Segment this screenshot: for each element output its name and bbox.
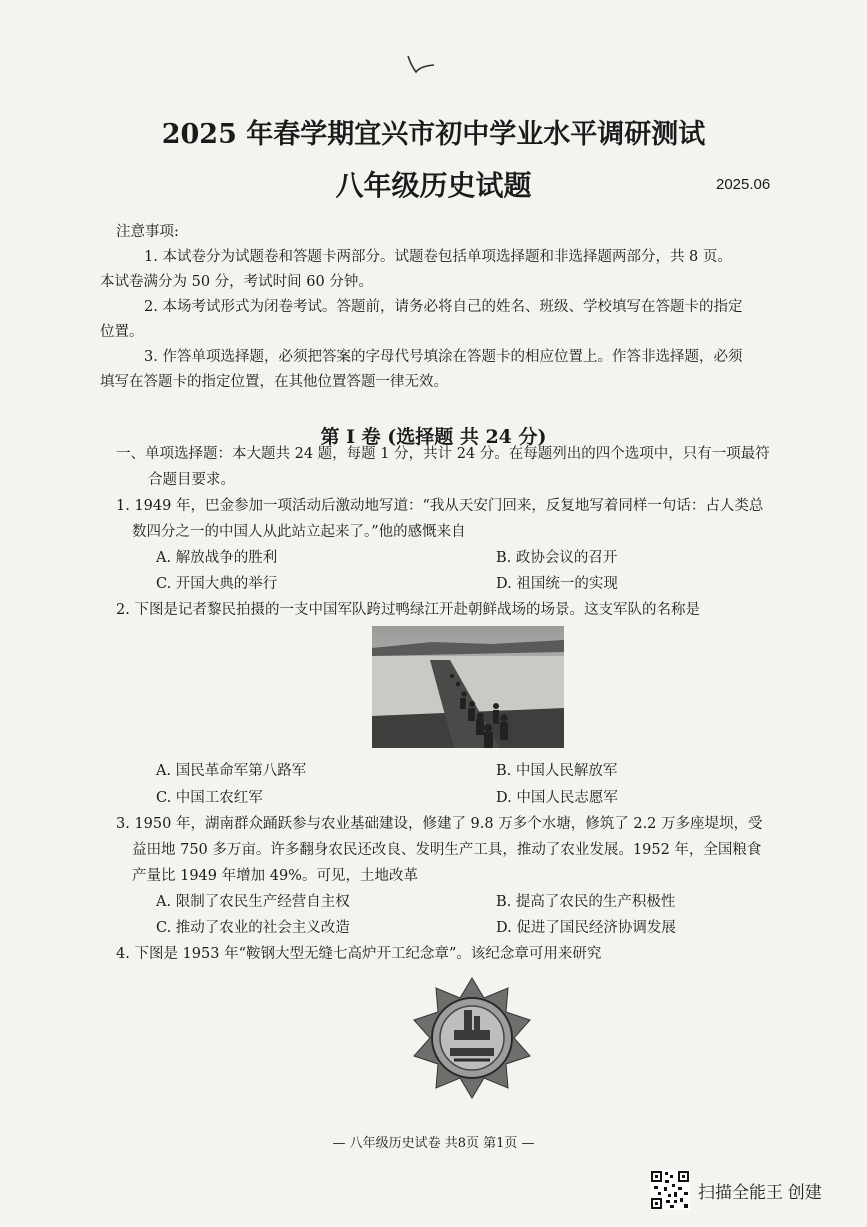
q2-option-c: C. 中国工农红军: [156, 790, 263, 806]
q3-stem-1: 3. 1950 年，湖南群众踊跃参与农业基础建设，修建了 9.8 万多个水塘，修筑了 2.2 万多座堤坝，受: [116, 816, 763, 832]
exam-subtitle: 八年级历史试题: [335, 169, 532, 202]
q1-stem-1: 1. 1949 年，巴金参加一项活动后激动地写道：“我从天安门回来，反复地写着同样一句话：占人类总: [116, 498, 764, 514]
army-crossing-photo: [372, 626, 564, 748]
scanner-watermark: 扫描全能王 创建: [698, 1183, 822, 1202]
q1-stem-2: 数四分之一的中国人从此站立起来了。”他的感慨来自: [132, 524, 466, 540]
q2-option-d: D. 中国人民志愿军: [496, 790, 618, 806]
q1-option-a: A. 解放战争的胜利: [156, 550, 278, 566]
note-1a: 1. 本试卷分为试题卷和答题卡两部分。试题卷包括单项选择题和非选择题两部分，共 8 页。: [144, 249, 732, 265]
section-title: 第 I 卷 (选择题 共 24 分): [320, 426, 547, 448]
note-3b: 填写在答题卡的指定位置，在其他位置答题一律无效。: [100, 374, 448, 390]
note-2a: 2. 本场考试形式为闭卷考试。答题前，请务必将自己的姓名、班级、学校填写在答题卡的指定: [144, 299, 743, 315]
section-instruction-a: 一、单项选择题：本大题共 24 题，每题 1 分，共计 24 分。在每题列出的四个选项中，只有一项最符: [116, 446, 770, 462]
q3-option-b: B. 提高了农民的生产积极性: [496, 894, 676, 910]
q4-stem-1: 4. 下图是 1953 年“鞍钢大型无缝七高炉开工纪念章”。该纪念章可用来研究: [116, 946, 602, 962]
q2-option-b: B. 中国人民解放军: [496, 763, 618, 779]
notes-block: [100, 220, 796, 395]
note-2b: 位置。: [100, 324, 144, 340]
q2-option-a: A. 国民革命军第八路军: [156, 763, 307, 779]
q1-option-d: D. 祖国统一的实现: [496, 576, 618, 592]
page-footer: — 八年级历史试卷 共8页 第1页 —: [332, 1136, 535, 1151]
note-1b: 本试卷满分为 50 分，考试时间 60 分钟。: [100, 274, 373, 290]
q3-option-d: D. 促进了国民经济协调发展: [496, 920, 676, 936]
q3-stem-2: 益田地 750 多万亩。许多翻身农民还改良、发明生产工具，推动了农业发展。1952 年，全国粮食: [132, 842, 762, 858]
q2-stem-1: 2. 下图是记者黎民拍摄的一支中国军队跨过鸭绿江开赴朝鲜战场的场景。这支军队的名称是: [116, 602, 700, 618]
note-3a: 3. 作答单项选择题，必须把答案的字母代号填涂在答题卡的相应位置上。作答非选择题，必须: [144, 349, 743, 365]
q1-option-b: B. 政协会议的召开: [496, 550, 618, 566]
commemorative-medal-image: [410, 976, 534, 1100]
exam-date: 2025.06: [716, 176, 771, 193]
pen-mark: [404, 52, 438, 76]
notes-heading: 注意事项:: [116, 224, 179, 240]
q3-option-c: C. 推动了农业的社会主义改造: [156, 920, 350, 936]
q3-stem-3: 产量比 1949 年增加 49%。可见，土地改革: [132, 868, 418, 884]
q3-option-a: A. 限制了农民生产经营自主权: [156, 894, 350, 910]
q1-option-c: C. 开国大典的举行: [156, 576, 278, 592]
section-instruction-b: 合题目要求。: [148, 472, 235, 488]
exam-title: 2025 年春学期宜兴市初中学业水平调研测试: [161, 119, 706, 150]
qr-code-icon: [650, 1170, 690, 1210]
